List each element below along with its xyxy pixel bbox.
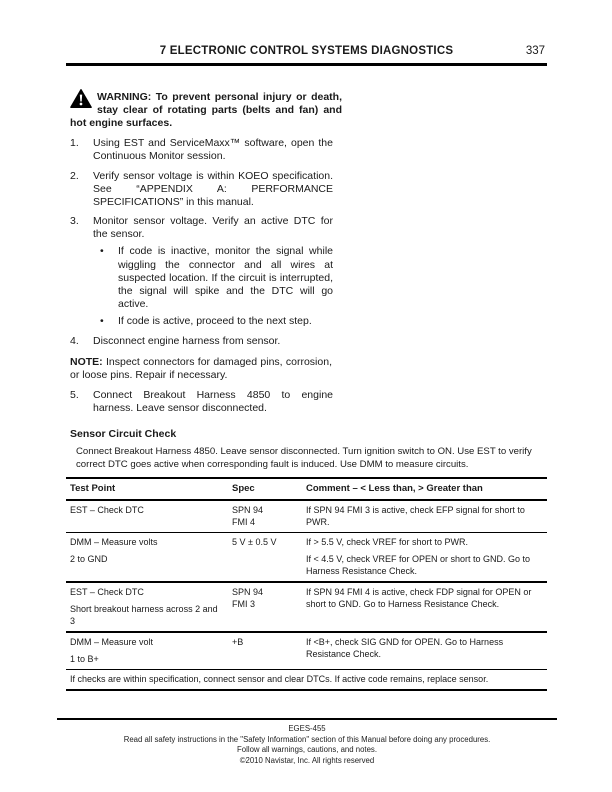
spec: 5 V ± 0.5 V xyxy=(232,537,277,548)
step-1 xyxy=(70,137,547,163)
test-point: DMM – Measure volt xyxy=(70,637,154,648)
step-2 xyxy=(70,170,547,209)
comment: If SPN 94 FMI 4 is active, check FDP signal for OPEN or short to GND. Go to Harness Resistance Check. xyxy=(306,587,532,610)
running-header xyxy=(66,0,547,66)
footer-rule xyxy=(57,718,557,720)
step-number: 2. xyxy=(70,169,79,182)
test-point: Short breakout harness across 2 and 3 xyxy=(70,604,218,627)
table-row xyxy=(66,500,547,533)
page-footer xyxy=(57,718,557,766)
step-text: Using EST and ServiceMaxx™ software, open the Continuous Monitor session. xyxy=(93,136,333,162)
footer-warnings-line: Follow all warnings, cautions, and notes. xyxy=(237,745,377,754)
spec: SPN 94 xyxy=(232,587,264,598)
test-point: DMM – Measure volts xyxy=(70,537,158,548)
step-text: Monitor sensor voltage. Verify an active DTC for the sensor. xyxy=(93,215,333,241)
table-footer-note: If checks are within specification, connect sensor and clear DTCs. If active code remains, replace sensor. xyxy=(70,674,489,685)
step-3-bullet-1 xyxy=(100,245,547,310)
comment: If <B+, check SIG GND for OPEN. Go to Harness Resistance Check. xyxy=(306,637,504,660)
test-point: 1 to B+ xyxy=(70,654,99,665)
step-3-bullet-2 xyxy=(100,315,547,328)
test-point: EST – Check DTC xyxy=(70,587,144,598)
test-point: EST – Check DTC xyxy=(70,505,144,516)
bullet-icon: • xyxy=(100,245,104,258)
comment: If > 5.5 V, check VREF for short to PWR. xyxy=(306,537,468,548)
note-label: NOTE: xyxy=(70,356,103,369)
note-text: Inspect connectors for damaged pins, corrosion, or loose pins. Repair if necessary. xyxy=(70,356,332,382)
test-point: 2 to GND xyxy=(70,554,108,565)
table-footer-row xyxy=(66,670,547,691)
step-number: 4. xyxy=(70,335,79,347)
header-rule xyxy=(66,63,547,66)
step-text: Disconnect engine harness from sensor. xyxy=(93,335,281,347)
page-title: 7 ELECTRONIC CONTROL SYSTEMS DIAGNOSTICS xyxy=(159,45,454,57)
spec: +B xyxy=(232,637,244,648)
footer-safety-line: Read all safety instructions in the "Safety Information" section of this Manual before doing any procedures. xyxy=(123,734,491,744)
warning-triangle-icon xyxy=(70,89,92,108)
warning-block xyxy=(70,91,342,130)
col-header-test-point: Test Point xyxy=(66,478,228,500)
footer-copyright: ©2010 Navistar, Inc. All rights reserved xyxy=(239,755,375,765)
section-intro: Connect Breakout Harness 4850. Leave sensor disconnected. Turn ignition switch to ON. Use EST to verify correct DTC goes active when corresponding fault is induced. Use DMM to measure circuits. xyxy=(76,446,532,471)
spec: FMI 3 xyxy=(232,599,256,610)
diagnostics-table xyxy=(66,477,547,691)
step-number: 1. xyxy=(70,136,79,149)
table-row xyxy=(66,533,547,583)
note-block xyxy=(70,356,332,382)
table-row xyxy=(66,582,547,632)
table-row xyxy=(66,632,547,670)
bullet-icon: • xyxy=(100,314,104,327)
spec: FMI 4 xyxy=(232,517,256,528)
bullet-text: If code is inactive, monitor the signal while wiggling the connector and all wires at suspected location. If the circuit is interrupted, the signal will spike and the DTC will go active. xyxy=(118,245,333,310)
page-number: 337 xyxy=(525,45,545,57)
step-number: 3. xyxy=(70,215,79,228)
comment: If SPN 94 FMI 3 is active, check EFP signal for short to PWR. xyxy=(306,505,525,528)
table-header-row xyxy=(66,478,547,500)
footer-doc-code: EGES-455 xyxy=(288,724,326,733)
step-5 xyxy=(70,389,547,415)
warning-text: WARNING: To prevent personal injury or death, stay clear of rotating parts (belts and fan) and hot engine surfaces. xyxy=(70,90,342,129)
step-text: Verify sensor voltage is within KOEO specification. See “APPENDIX A: PERFORMANCE SPECIFICATIONS” in this manual. xyxy=(93,169,333,209)
step-4 xyxy=(70,335,547,348)
col-header-comment: Comment – < Less than, > Greater than xyxy=(302,478,547,500)
step-3 xyxy=(70,215,547,241)
bullet-text: If code is active, proceed to the next step. xyxy=(118,314,312,327)
comment: If < 4.5 V, check VREF for OPEN or short to GND. Go to Harness Resistance Check. xyxy=(306,554,531,577)
step-text: Connect Breakout Harness 4850 to engine harness. Leave sensor disconnected. xyxy=(93,389,333,415)
spec: SPN 94 xyxy=(232,505,264,516)
section-heading: Sensor Circuit Check xyxy=(70,428,177,441)
step-number: 5. xyxy=(70,389,79,402)
col-header-spec: Spec xyxy=(228,478,302,500)
